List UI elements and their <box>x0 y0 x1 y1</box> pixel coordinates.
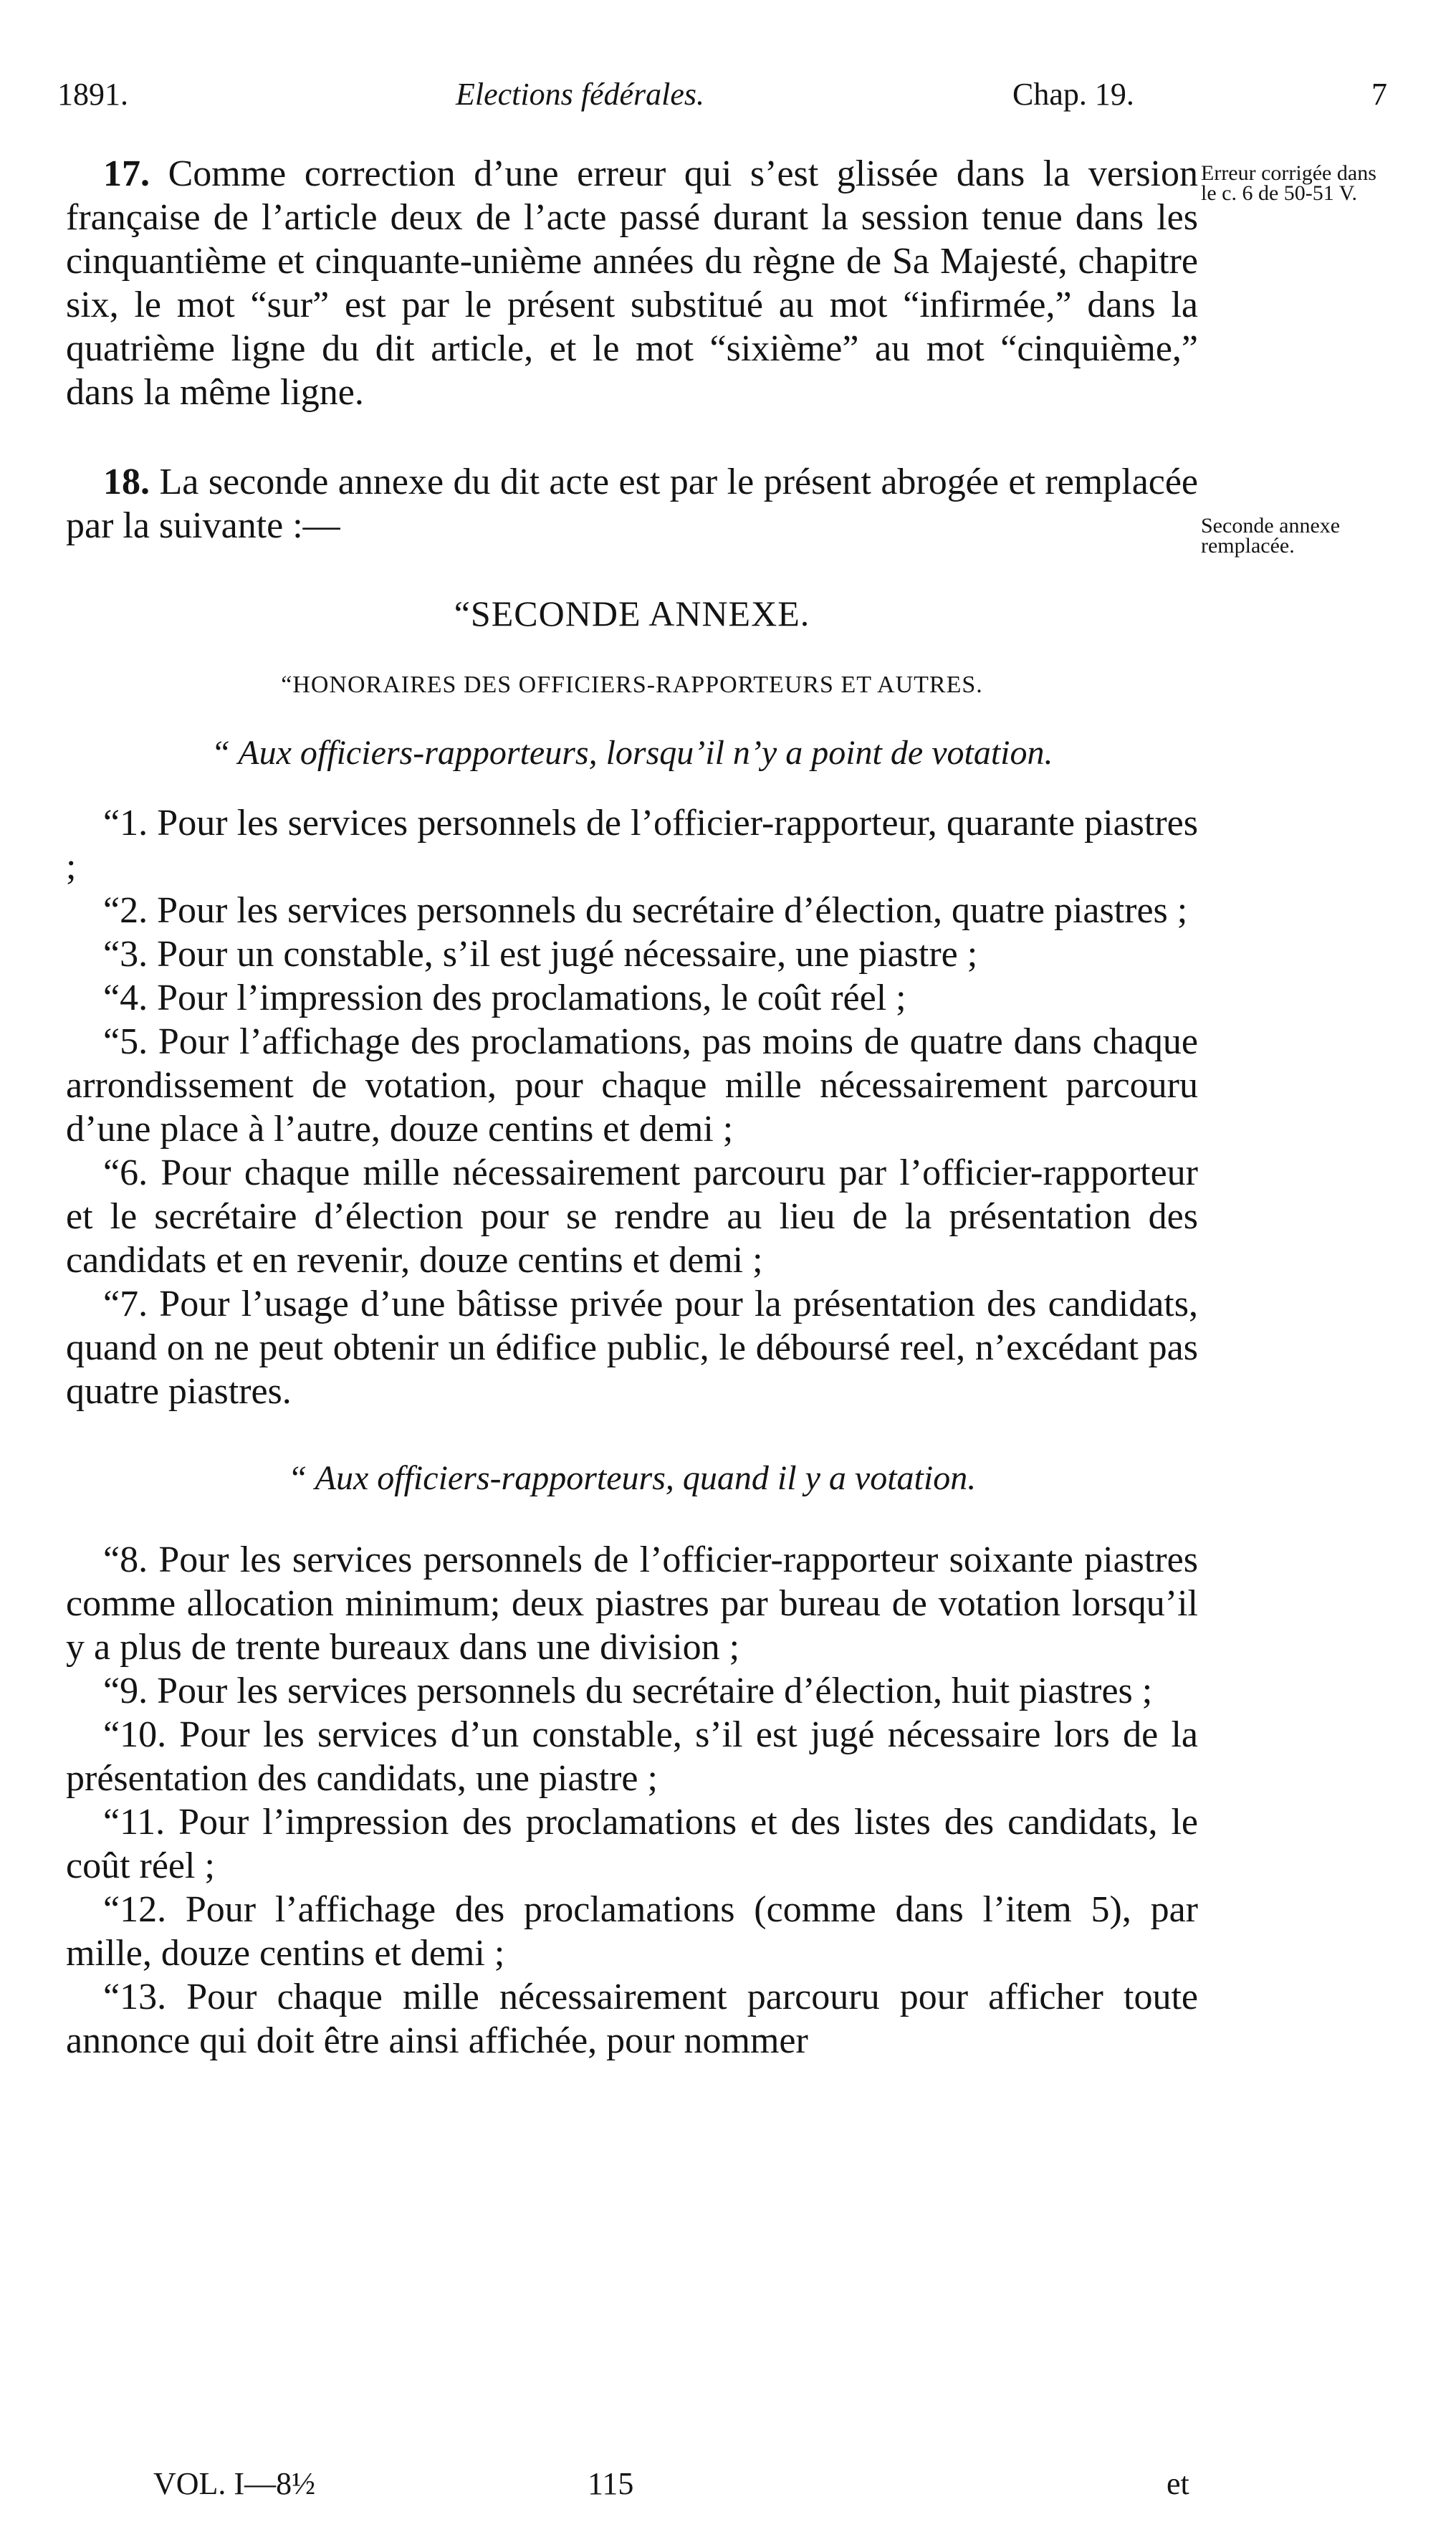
footer-signature: VOL. I—8½ <box>153 2466 316 2501</box>
group-heading-vote: “ Aux officiers-rapporteurs, quand il y a votation. <box>287 1459 977 1497</box>
header-title: Elections fédérales. <box>456 77 705 112</box>
list-item: “11. Pour l’impression des proclamations et des listes des candidats, le coût réel ; <box>66 1802 1198 1886</box>
annex-title: “SECONDE ANNEXE. <box>454 593 810 634</box>
group-heading-no-vote: “ Aux officiers-rapporteurs, lorsqu’il n’y a point de votation. <box>211 734 1053 772</box>
section-text: La seconde annexe du dit acte est par le présent abrogée et remplacée par la suivante :— <box>66 462 1199 546</box>
list-item: “12. Pour l’affichage des proclamations (comme dans l’item 5), par mille, douze centins et demi ; <box>66 1889 1198 1974</box>
list-item: “4. Pour l’impression des proclamations, le coût réel ; <box>103 978 906 1018</box>
list-item: “13. Pour chaque mille nécessairement parcouru pour afficher toute annonce qui doit être ainsi affichée, pour nommer <box>66 1977 1198 2061</box>
list-item: “8. Pour les services personnels de l’officier-rapporteur soixante piastres comme allocation minimum; deux piastres par bureau de votation lorsqu’il y a plus de trente bureaux dans une division ; <box>66 1539 1198 1668</box>
list-item: “10. Pour les services d’un constable, s’il est jugé nécessaire lors de la présentation des candidats, une piastre ; <box>66 1714 1198 1799</box>
section-17 <box>66 152 1198 414</box>
margin-note-section-17: Erreur corrigée dans le c. 6 de 50-51 V. <box>1201 161 1376 205</box>
list-item: “3. Pour un constable, s’il est jugé nécessaire, une piastre ; <box>103 934 978 975</box>
list-item: “5. Pour l’affichage des proclamations, pas moins de quatre dans chaque arrondissement de votation, pour chaque mille nécessairement parcouru d’une place à l’autre, douze centins et demi ; <box>66 1021 1198 1150</box>
list-item: “1. Pour les services personnels de l’officier-rapporteur, quarante piastres ; <box>66 803 1198 887</box>
header-page-number: 7 <box>1371 77 1387 112</box>
section-18 <box>66 460 1198 548</box>
footer-page: 115 <box>588 2466 634 2501</box>
annex-subtitle: “HONORAIRES DES OFFICIERS-RAPPORTEURS ET AUTRES. <box>281 672 983 698</box>
list-item: “2. Pour les services personnels du secrétaire d’élection, quatre piastres ; <box>103 890 1188 931</box>
main-text <box>66 152 1198 2063</box>
list-item: “9. Pour les services personnels du secrétaire d’élection, huit piastres ; <box>103 1671 1153 1711</box>
list-item: “7. Pour l’usage d’une bâtisse privée pour la présentation des candidats, quand on ne peut obtenir un édifice public, le déboursé reel, n’excédant pas quatre piastres. <box>66 1284 1198 1412</box>
section-number: 17. <box>103 153 150 194</box>
footer-catchword: et <box>1167 2466 1189 2501</box>
list-item: “6. Pour chaque mille nécessairement parcouru par l’officier-rapporteur et le secrétaire d’élection pour se rendre au lieu de la présentation des candidats et en revenir, douze centins et demi ; <box>66 1152 1198 1281</box>
section-text: Comme correction d’une erreur qui s’est glissée dans la version française de l’article deux de l’acte passé durant la session tenue dans les cinquantième et cinquante-unième années du règne de Sa Majesté, chapitre six, le mot “sur” est par le présent substitué au mot “infirmée,” dans la quatrième ligne du dit article, et le mot “sixième” au mot “cinquième,” dans la même ligne. <box>66 153 1198 413</box>
header-year: 1891. <box>57 77 128 112</box>
margin-note-section-18: Seconde annexe remplacée. <box>1201 514 1341 558</box>
section-number: 18. <box>103 462 150 502</box>
header-chapter: Chap. 19. <box>1012 77 1134 112</box>
